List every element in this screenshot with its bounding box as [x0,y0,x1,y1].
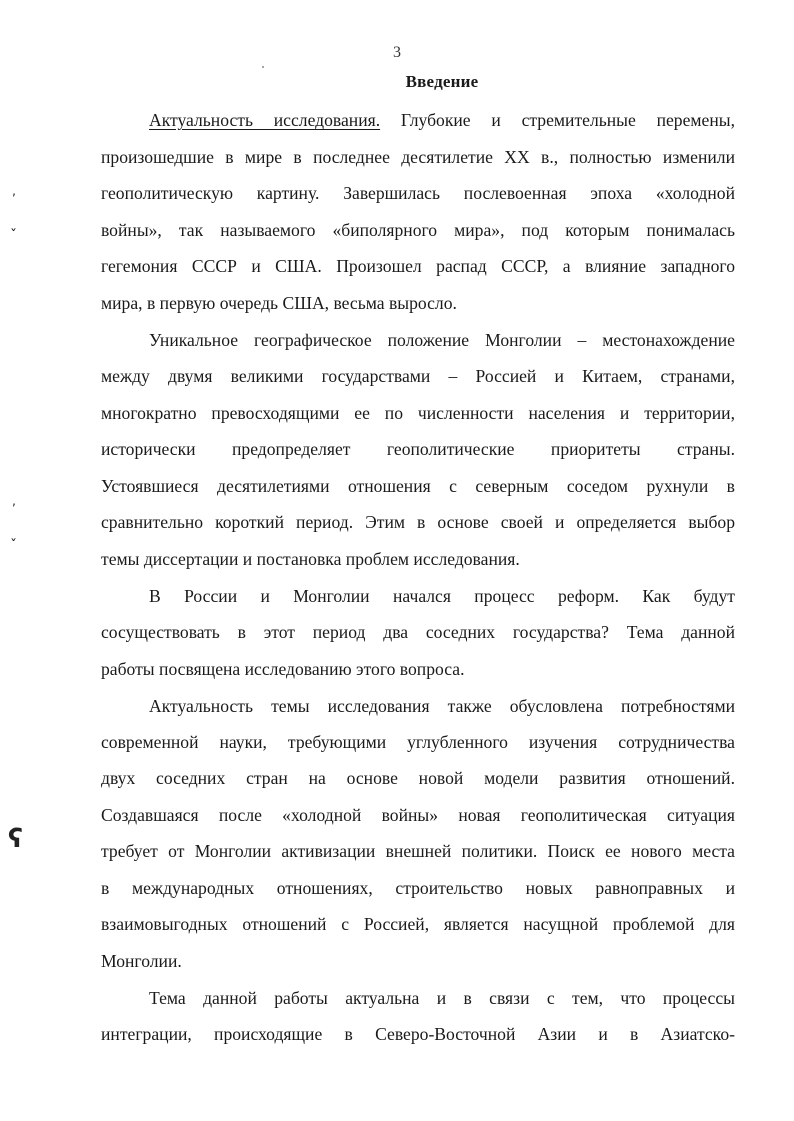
text-line: войны», так называемого «биполярного мира», под которым понималась [101,220,735,240]
text-line: сосуществовать в этот период два соседних государства? Тема данной [101,622,735,642]
text-line: между двумя великими государствами – Россией и Китаем, странами, [101,366,735,386]
text-line: темы диссертации и постановка проблем исследования. [101,549,520,569]
text-line: исторически предопределяет геополитические приоритеты страны. [101,439,735,459]
scan-mark: ˇ [10,538,17,554]
text-line: произошедшие в мире в последнее десятилетие XX в., полностью изменили [101,147,735,167]
scan-mark: ʕ [8,824,23,854]
text-line-rest: Глубокие и стремительные перемены, [400,110,735,130]
text-line: Создавшаяся после «холодной войны» новая геополитическая ситуация [101,805,735,825]
text-line: гегемония СССР и США. Произошел распад СССР, а влияние западного [101,256,735,276]
text-line: В России и Монголии начался процесс реформ. Как будут [149,586,735,606]
text-line: Актуальность темы исследования также обусловлена потребностями [149,696,735,716]
scan-mark: ‚ [12,184,16,198]
text-line: интеграции, происходящие в Северо-Восточной Азии и в Азиатско- [101,1024,735,1044]
text-line [149,110,735,130]
text-line: Устоявшиеся десятилетиями отношения с северным соседом рухнули в [101,476,735,496]
text-line: Уникальное географическое положение Монголии – местонахождение [149,330,735,350]
text-line: современной науки, требующими углубленного изучения сотрудничества [101,732,735,752]
text-line: в международных отношениях, строительство новых равноправных и [101,878,735,898]
text-line: многократно превосходящими ее по численности населения и территории, [101,403,735,423]
section-title: Введение [405,72,479,91]
text-line: геополитическую картину. Завершилась послевоенная эпоха «холодной [101,183,735,203]
text-line: взаимовыгодных отношений с Россией, является насущной проблемой для [101,914,735,934]
text-line: Тема данной работы актуальна и в связи с тем, что процессы [149,988,735,1008]
page-number: 3 [393,44,401,61]
text-line: работы посвящена исследованию этого вопроса. [101,659,465,679]
text-line: двух соседних стран на основе новой модели развития отношений. [101,768,735,788]
lead-in-underlined: Актуальность исследования. [149,110,381,130]
text-line: сравнительно короткий период. Этим в основе своей и определяется выбор [101,512,735,532]
text-line: Монголии. [101,951,182,971]
scan-mark: ‚ [12,494,16,508]
text-line: мира, в первую очередь США, весьма выросло. [101,293,457,313]
scan-speck [262,66,264,68]
text-line: требует от Монголии активизации внешней политики. Поиск ее нового места [101,841,735,861]
scan-mark: ˇ [10,228,17,244]
